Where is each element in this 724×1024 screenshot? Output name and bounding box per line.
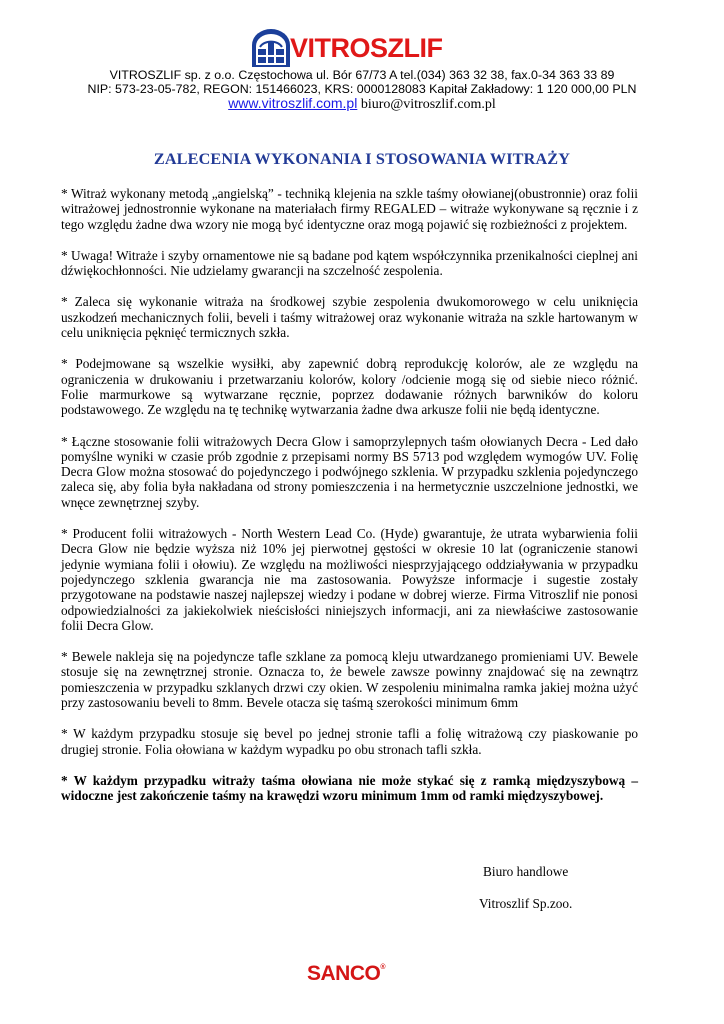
signature-company: Vitroszlif Sp.zoo. (479, 896, 573, 911)
document-title: ZALECENIA WYKONANIA I STOSOWANIA WITRAŻY (153, 150, 571, 168)
paragraph: * Producent folii witrażowych - North Western Lead Co. (Hyde) gwarantuje, że utrata wybarwienia folii Decra Glow nie będzie wyższa niż 10% jej pierwotnej gęstości w okresie 10 lat (ograniczenie stanowi jedynie wymiana folii i ołowiu). Ze względu na możliwości niesprzyjającego oddziaływania w przypadku pojedynczego szklenia gwarancja nie ma zastosowania. Powyższe informacje i sugestie zostały przygotowane na podstawie naszej najlepszej wiedzy i podane w dobrej wierze. Firma Vitroszlif nie ponosi odpowiedzialności za jakiekolwiek nieścisłości niniejszych informacji, ani za niewłaściwe zastosowanie folii Decra Glow. (61, 526, 638, 633)
sanco-logo (307, 962, 385, 986)
company-registry: NIP: 573-23-05-782, REGON: 151466023, KRS: 0000128083 Kapitał Zakładowy: 1 120 000,00 PLN (87, 82, 637, 96)
signature-department: Biuro handlowe (483, 864, 569, 879)
paragraph: * Witraż wykonany metodą „angielską” - techniką klejenia na szkle taśmy ołowianej(obustronnie) oraz folii witrażowej jednostronnie wykonane na materiałach firmy REGALED – witraże wykonywane są ręcznie i z tego względu żadne dwa wzory nie mogą być identyczne oraz mogą pojawić się rozbieżności z projektem. (61, 186, 638, 232)
sanco-logo-text: SANCO (307, 962, 381, 985)
company-address: VITROSZLIF sp. z o.o. Częstochowa ul. Bór 67/73 A tel.(034) 363 32 38, fax.0-34 363 33 89 (109, 68, 615, 82)
paragraph: * Podejmowane są wszelkie wysiłki, aby zapewnić dobrą reprodukcję kolorów, ale ze względu na ograniczenia w drukowaniu i przetwarzaniu kolorów, kolory /odcienie mogą się od siebie nieco różnić. Folie marmurkowe są wytwarzane ręcznie, poprzez dodawanie różnych barwników do koloru podstawowego. Ze względu na tę technikę wytwarzania żadne dwa arkusze folii nie będą identyczne. (61, 356, 638, 418)
logo-text: VITROSZLIF (290, 33, 443, 63)
email-text: biuro@vitroszlif.com.pl (360, 97, 496, 112)
paragraph: * Łączne stosowanie folii witrażowych Decra Glow i samoprzylepnych taśm ołowianych Decra - Led dało pomyślne wyniki w czasie prób zgodnie z przepisami normy BS 5713 pod względem wymogów UV. Folię Decra Glow można stosować do pojedynczego i podwójnego szklenia. W przypadku szklenia pojedynczego zaleca się, aby folia była nakładana od strony pomieszczenia i na hermetycznie uszczelnione jednostki, we wnęce zewnętrznej szyby. (61, 433, 638, 510)
paragraph: * Zaleca się wykonanie witraża na środkowej szybie zespolenia dwukomorowego w celu uniknięcia uszkodzeń mechanicznych folii, beveli i taśmy witrażowej oraz wykonanie witraża na szkle hartowanym w celu uniknięcia pęknięć termicznych szkła. (61, 294, 638, 341)
bold-paragraph: * W każdym przypadku witraży taśma ołowiana nie może stykać się z ramką międzyszybową – widoczne jest zakończenie taśmy na krawędzi wzoru minimum 1mm od ramki międzyszybowej. (61, 772, 638, 804)
vitroszlif-logo (250, 27, 450, 69)
paragraph: * W każdym przypadku stosuje się bevel po jednej stronie tafli a folię witrażową czy piaskowanie po drugiej stronie. Folia ołowiana w każdym wypadku po obu stronach tafli szkła. (61, 726, 638, 757)
window-frame-icon (250, 27, 292, 69)
website-link[interactable]: www.vitroszlif.com.pl (228, 95, 358, 111)
document-body (61, 186, 638, 820)
paragraph: * Uwaga! Witraże i szyby ornamentowe nie są badane pod kątem współczynnika przenikalności cieplnej ani dźwiękochłonności. Nie udzielamy gwarancji na szczelność zespolenia. (61, 247, 638, 279)
registered-mark: ® (380, 964, 386, 971)
paragraph: * Bewele nakleja się na pojedyncze tafle szklane za pomocą kleju utwardzanego promieniami UV. Bewele stosuje się na zewnętrznej stronie. Oznacza to, że bewele zawsze powinny znajdować się na zewnątrz pomieszczenia w przypadku szklanych drzwi czy okien. W zespoleniu minimalna ramka jakiej można użyć przy zastosowaniu beveli to 8mm. Bevele otacza się taśmą szerokości minimum 6mm (61, 649, 638, 711)
contact-line (0, 95, 724, 113)
